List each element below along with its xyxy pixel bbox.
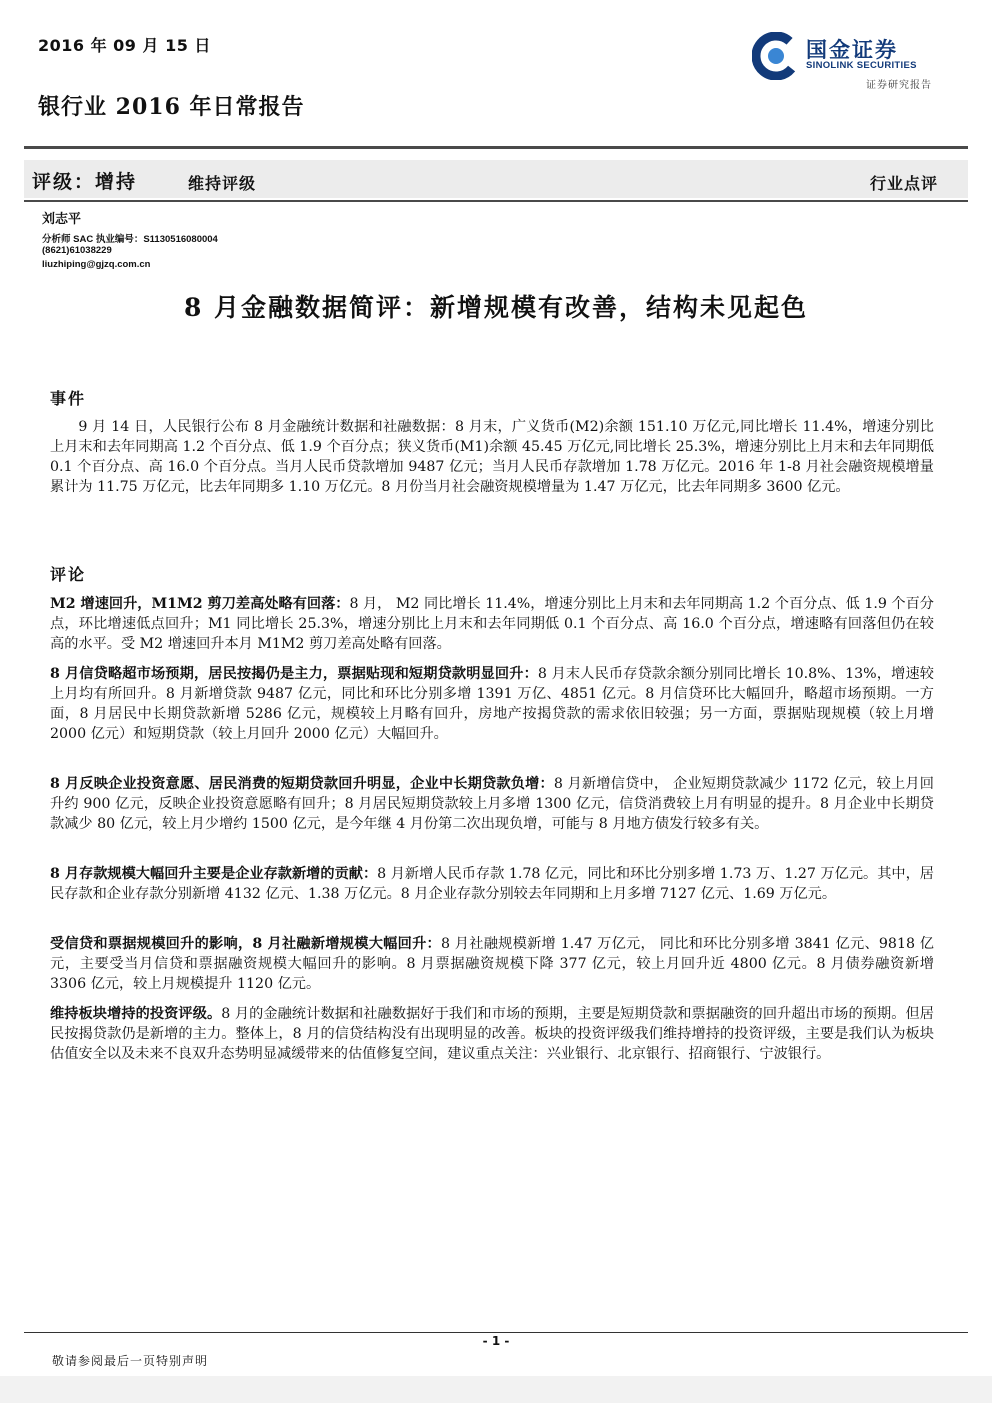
report-series-title: 银行业 2016 年日常报告 (38, 94, 305, 120)
comment-paragraph (50, 664, 934, 744)
rating-divider (24, 200, 968, 202)
comment-body: 8 月社融规模新增 1.47 万亿元， 同比和环比分别多增 3841 亿元、9818 亿元，主要受当月信贷和票据融资规模大幅回升的影响。8 月票据融资规模下降 377 亿元，较上月回升近 4800 亿元。8 月债券融资新增 3306 亿元，较上月规模提升 1120 亿元。 (50, 936, 934, 992)
rating-label: 评级：增持 (32, 171, 138, 193)
footer-disclaimer: 敬请参阅最后一页特别声明 (52, 1354, 209, 1368)
logo-chinese-name: 国金证券 (806, 38, 898, 62)
rating-maintain: 维持评级 (188, 174, 257, 193)
comment-paragraph (50, 1004, 934, 1064)
report-date: 2016 年 09 月 15 日 (38, 36, 211, 55)
header-divider (24, 146, 968, 149)
comment-paragraph (50, 594, 934, 654)
footer-divider (24, 1332, 968, 1333)
rating-bar (24, 160, 968, 198)
report-category: 行业点评 (869, 174, 938, 193)
comment-body: 8 月末人民币存贷款余额分别同比增长 10.8%、13%，增速较上月均有所回升。8 月新增贷款 9487 亿元，同比和环比分别多增 1391 万亿、4851 亿元。8 月信贷环比大幅回升，略超市场预期。一方面，8 月居民中长期贷款新增 5286 亿元，规模较上月略有回升，房地产按揭贷款的需求依旧较强；另一方面，票据贴现规模（较上月增 2000 亿元）和短期贷款（较上月回升 2000 亿元）大幅回升。 (50, 666, 934, 742)
footer-bar (0, 1376, 992, 1403)
section-heading-comment: 评论 (50, 565, 87, 584)
analyst-email[interactable]: liuzhiping@gjzq.com.cn (42, 259, 151, 270)
comment-body: 8 月新增人民币存款 1.78 亿元，同比和环比分别多增 1.73 万、1.27 万亿元。其中，居民存款和企业存款分别新增 4132 亿元、1.38 万亿元。8 月企业存款分别较去年同期和上月多增 7127 亿元、1.69 万亿元。 (50, 866, 934, 902)
comment-lead: 受信贷和票据规模回升的影响，8 月社融新增规模大幅回升： (50, 936, 441, 952)
comment-body: 8 月新增信贷中， 企业短期贷款减少 1172 亿元，较上月回升约 900 亿元，反映企业投资意愿略有回升；8 月居民短期贷款较上月多增 1300 亿元，信贷消费较上月有明显的提升。8 月企业中长期贷款减少 80 亿元，较上月少增约 1500 亿元，是今年继 4 月份第二次出现负增，可能与 8 月地方债发行较多有关。 (50, 776, 934, 832)
analyst-name: 刘志平 (42, 212, 82, 227)
comment-lead: M2 增速回升，M1M2 剪刀差高处略有回落： (50, 596, 350, 612)
comment-paragraph (50, 774, 934, 834)
page-number: - 1 - (482, 1334, 510, 1348)
comment-paragraph (50, 934, 934, 994)
comment-lead: 8 月反映企业投资意愿、居民消费的短期贷款回升明显，企业中长期贷款负增： (50, 776, 554, 792)
analyst-sac-number: 分析师 SAC 执业编号：S1130516080004 (42, 234, 218, 245)
comment-lead: 8 月信贷略超市场预期，居民按揭仍是主力，票据贴现和短期贷款明显回升： (50, 666, 538, 682)
sinolink-logo-icon (752, 32, 804, 80)
page-title: 8 月金融数据简评：新增规模有改善，结构未见起色 (183, 293, 809, 322)
logo-english-name: SINOLINK SECURITIES (806, 60, 917, 71)
logo-subtitle: 证券研究报告 (866, 80, 932, 91)
event-paragraph: 9 月 14 日，人民银行公布 8 月金融统计数据和社融数据：8 月末，广义货币(M2)余额 151.10 万亿元,同比增长 11.4%，增速分别比上月末和去年同期高 1.2 个百分点、低 1.9 个百分点；狭义货币(M1)余额 45.45 万亿元,同比增长 25.3%，增速分别比上月末和去年同期低 0.1 个百分点、高 16.0 个百分点。当月人民币贷款增加 9487 亿元；当月人民币存款增加 1.78 万亿元。2016 年 1-8 月社会融资规模增量累计为 11.75 万亿元，比去年同期多 1.10 万亿元。8 月份当月社会融资规模增量为 1.47 万亿元，比去年同期多 3600 亿元。 (50, 419, 934, 495)
comment-lead: 8 月存款规模大幅回升主要是企业存款新增的贡献： (50, 866, 378, 882)
comment-lead: 维持板块增持的投资评级。 (50, 1006, 222, 1022)
comment-paragraph (50, 864, 934, 904)
comment-body: 8 月， M2 同比增长 11.4%，增速分别比上月末和去年同期高 1.2 个百分点、低 1.9 个百分点，环比增速低点回升；M1 同比增长 25.3%，增速分别比上月末和去年同期低 0.1 个百分点、高 16.0 个百分点，增速略有回落但仍在较高的水平。受 M2 增速回升本月 M1M2 剪刀差高处略有回落。 (50, 596, 934, 652)
comment-body: 8 月的金融统计数据和社融数据好于我们和市场的预期，主要是短期贷款和票据融资的回升超出市场的预期。但居民按揭贷款仍是新增的主力。整体上，8 月的信贷结构没有出现明显的改善。板块的投资评级我们维持增持的投资评级，主要是我们认为板块估值安全以及未来不良双升态势明显减缓带来的估值修复空间，建议重点关注：兴业银行、北京银行、招商银行、宁波银行。 (50, 1006, 934, 1062)
analyst-phone: (8621)61038229 (42, 245, 112, 256)
section-heading-event: 事件 (50, 389, 87, 408)
